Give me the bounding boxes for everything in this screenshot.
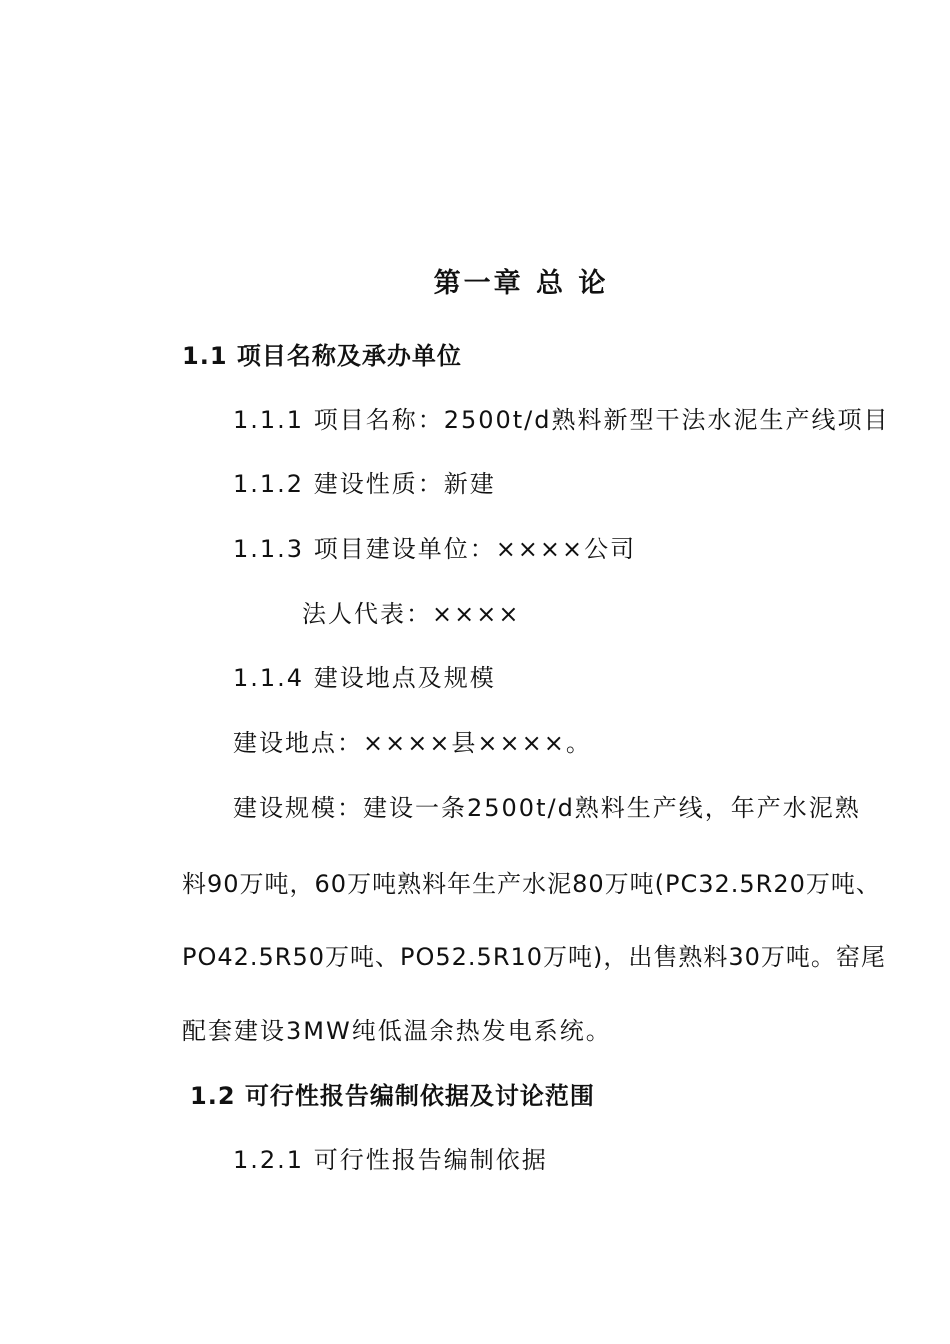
paragraph-line: 配套建设3MW纯低温余热发电系统。: [182, 1017, 612, 1045]
paragraph-line: 建设规模：建设一条2500t/d熟料生产线，年产水泥熟: [233, 794, 861, 822]
item-1-2-1: 1.2.1 可行性报告编制依据: [233, 1146, 548, 1174]
paragraph-line: 料90万吨，60万吨熟料年生产水泥80万吨(PC32.5R20万吨、: [182, 870, 881, 898]
section-heading-1-2: 1.2 可行性报告编制依据及讨论范围: [190, 1082, 595, 1110]
item-1-1-4: 1.1.4 建设地点及规模: [233, 664, 496, 692]
legal-representative: 法人代表：××××: [302, 600, 521, 628]
section-heading-1-1: 1.1 项目名称及承办单位: [182, 342, 462, 370]
chapter-title: 第一章 总 论: [433, 268, 609, 299]
item-1-1-2: 1.1.2 建设性质：新建: [233, 470, 496, 498]
construction-location: 建设地点：××××县××××。: [233, 729, 592, 757]
paragraph-line: PO42.5R50万吨、PO52.5R10万吨)，出售熟料30万吨。窑尾: [182, 943, 886, 971]
item-1-1-1: 1.1.1 项目名称：2500t/d熟料新型干法水泥生产线项目: [233, 406, 890, 434]
item-1-1-3: 1.1.3 项目建设单位：××××公司: [233, 535, 637, 563]
